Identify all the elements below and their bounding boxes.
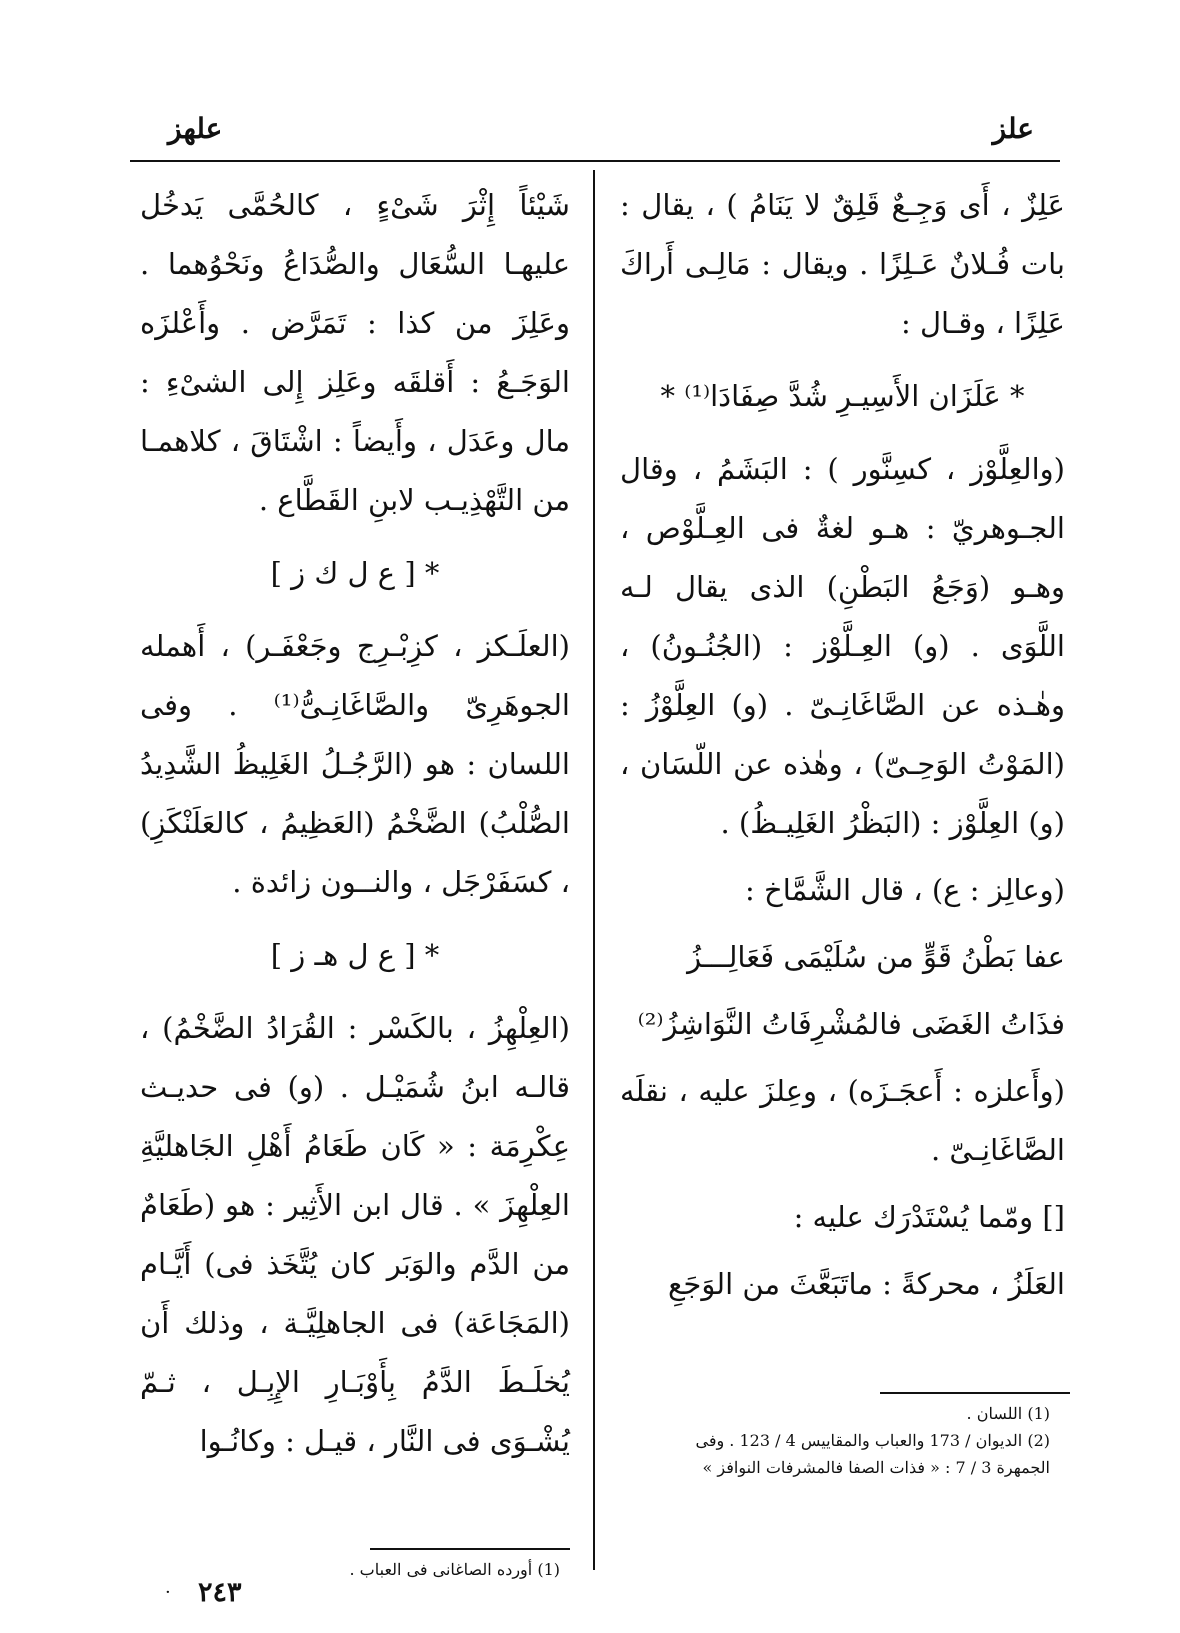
footnote: (2) الديوان / 173 والعباب والمقاييس 4 / 123 . وفى الجمهرة 3 / 7 : « فذات الصفا فالمشرفات النوافز » xyxy=(695,1431,1050,1477)
paragraph: (العلَـكز ، كزِبْـرِج وجَعْفَـر) ، أَهمله الجوهَرِىّ والصَّاغَانِـىُّ⁽¹⁾ . وفى اللسان : هو (الرَّجُـلُ الغَلِيظُ الشَّدِيدُ الصُّلْبُ) الضَّخْمُ (العَظِيمُ ، كالعَلَنْكَزِ) ، كسَفَرْجَل ، والنــون زائدة . xyxy=(140,629,570,899)
left-column xyxy=(140,176,570,1479)
column-divider xyxy=(593,170,595,1570)
verse-line: * عَلَزَان الأَسِيـرِ شُدَّ صِفَادَا⁽¹⁾ * xyxy=(660,379,1025,413)
footnote: (1) اللسان . xyxy=(966,1404,1050,1423)
page-number: ٢٤٣ xyxy=(198,1577,242,1608)
header-right-word: علز xyxy=(992,112,1034,145)
header-rule xyxy=(130,160,1060,162)
footnotes-left xyxy=(300,1556,560,1583)
footnote-rule xyxy=(370,1548,570,1550)
poem-line: عفا بَطْنُ قَوٍّ من سُلَيْمَى فَعَالِـــزُ xyxy=(687,940,1065,974)
paragraph: شَيْئاً إِثْرَ شَىْءٍ ، كالحُمَّى يَدخُل عليهـا السُّعَال والصُّدَاعُ ونَحْوُهما . وعَلِزَ من كذا : تَمَرَّض . وأَعْلزَه الوَجَـعُ : أَقلقَه وعَلِز إِلى الشىْءِ : مال وعَدَل ، وأَيضاً : اشْتَاقَ ، كلاهمـا من التَّهْذِيـب لابنِ القَطَّاع . xyxy=(140,188,570,517)
entry-heading: * [ ع ل هـ ز ] xyxy=(270,938,440,972)
poem-line: فذَاتُ الغَضَى فالمُشْرِفَاتُ النَّوَاشِزُ⁽²⁾ xyxy=(637,1007,1065,1041)
footnote-rule xyxy=(880,1392,1070,1394)
paragraph: (وأَعلزه : أَعجَـزَه) ، وعِلزَ عليه ، نقلَه الصَّاغَانِـىّ . xyxy=(620,1074,1065,1167)
footnote: (1) أورده الصاغانى فى العباب . xyxy=(349,1560,560,1579)
paragraph: (والعِلَّوْز ، كسِنَّور ) : البَشَمُ ، وقال الجـوهريّ : هـو لغةٌ فى العِـلَّوْص ، وهـو (وَجَعُ البَطْنِ) الذى يقال لـه اللَّوَى . (و) العِـلَّوْز : (الجُنُـونُ) ، وهٰـذه عن الصَّاغَانِـىّ . (و) العِلَّوْزُ : (المَوْتُ الوَحِـىّ) ، وهٰذه عن اللّسَان ، (و) العِلَّوْز : (البَظْرُ الغَلِيـظُ) . xyxy=(620,452,1065,840)
paragraph: (وعالِز : ع) ، قال الشَّمَّاخ : xyxy=(745,873,1065,907)
paragraph: (العِلْهِزُ ، بالكَسْر : القُرَادُ الضَّخْمُ) ، قالـه ابنُ شُمَيْـل . (و) فى حديـث عِكْرِمَة : « كَان طَعَامُ أَهْلِ الجَاهليَّةِ العِلْهِزَ » . قال ابن الأَثِير : هو (طَعَامٌ من الدَّم والوَبَر كان يُتَّخَذ فى) أَيَّـام (المَجَاعَة) فى الجاهلِيَّـة ، وذلك أَن يُخلَـطَ الدَّمُ بِأَوْبَـارِ الإِبِـل ، ثـمّ يُشْـوَى فى النَّار ، قيـل : وكانُـوا xyxy=(140,1011,570,1458)
right-column xyxy=(620,176,1065,1322)
paragraph: العَلَزُ ، محركةً : ماتَبَعَّثَ من الوَجَعِ xyxy=(667,1267,1065,1301)
paragraph: [] ومّما يُسْتَدْرَك عليه : xyxy=(793,1200,1065,1234)
paragraph: عَلِزٌ ، أَى وَجِـعٌ قَلِقٌ لا يَنَامُ ) ، يقال : بات فُـلانٌ عَـلِزًا . ويقال : مَالِـى أَراكَ عَلِزًا ، وقـال : xyxy=(620,188,1065,340)
footnotes-right xyxy=(640,1400,1050,1481)
margin-dot: · xyxy=(165,1582,171,1603)
entry-heading: * [ ع ل ك ز ] xyxy=(270,556,440,590)
header-left-word: علهز xyxy=(168,112,223,145)
